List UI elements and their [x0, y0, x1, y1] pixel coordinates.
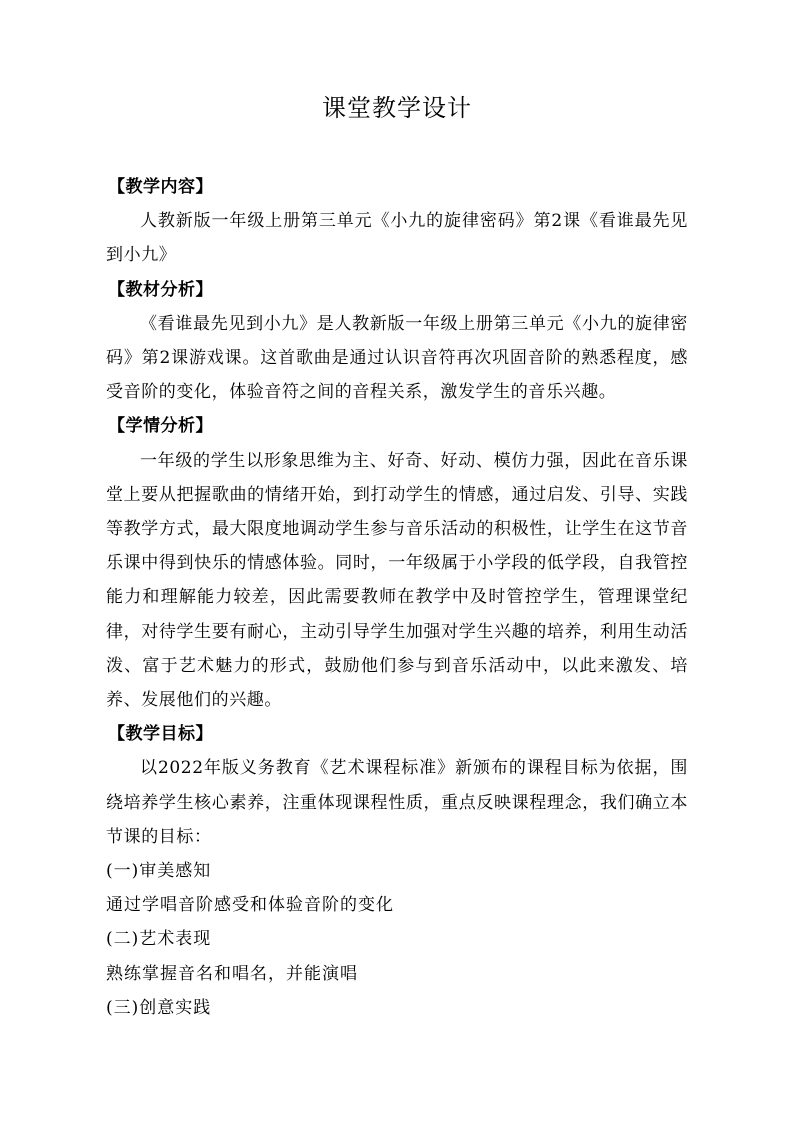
- goal-item-label: (三)创意实践: [106, 997, 212, 1018]
- section-paragraph: 以2022年版义务教育《艺术课程标准》新颁布的课程目标为依据，围绕培养学生核心素养，注重体现课程性质，重点反映课程理念，我们确立本节课的目标：: [106, 758, 688, 847]
- section-paragraph: 一年级的学生以形象思维为主、好奇、好动、模仿力强，因此在音乐课堂上要从把握歌曲的情绪开始，到打动学生的情感，通过启发、引导、实践等教学方式，最大限度地调动学生参与音乐活动的积极性，让学生在这节音乐课中得到快乐的情感体验。同时，一年级属于小学段的低学段，自我管控能力和理解能力较差，因此需要教师在教学中及时管控学生，管理课堂纪律，对待学生要有耐心，主动引导学生加强对学生兴趣的培养，利用生动活泼、富于艺术魅力的形式，鼓励他们参与到音乐活动中，以此来激发、培养、发展他们的兴趣。: [106, 450, 688, 711]
- section-heading: 【教学目标】: [108, 724, 213, 745]
- section-teaching-content: [106, 170, 688, 273]
- section-paragraph: 《看谁最先见到小九》是人教新版一年级上册第三单元《小九的旋律密码》第2课游戏课。这首歌曲是通过认识音符再次巩固音阶的熟悉程度，感受音阶的变化，体验音符之间的音程关系，激发学生的音乐兴趣。: [106, 313, 688, 403]
- section-heading: 【教学内容】: [108, 177, 213, 197]
- section-student-analysis: [106, 409, 688, 717]
- goal-item-text: 熟练掌握音名和唱名，并能演唱: [106, 963, 358, 984]
- section-paragraph: 人教新版一年级上册第三单元《小九的旋律密码》第2课《看谁最先见到小九》: [106, 211, 688, 266]
- section-teaching-goals: [106, 717, 688, 1025]
- goal-item-text: 通过学唱音阶感受和体验音阶的变化: [106, 895, 394, 916]
- goal-item-label: (一)审美感知: [106, 861, 212, 882]
- document-title: 课堂教学设计: [322, 94, 472, 122]
- section-heading: 【教材分析】: [108, 279, 213, 300]
- goal-item-label: (二)艺术表现: [106, 929, 212, 950]
- section-material-analysis: [106, 273, 688, 410]
- section-heading: 【学情分析】: [108, 416, 213, 437]
- document-body: [106, 170, 688, 1025]
